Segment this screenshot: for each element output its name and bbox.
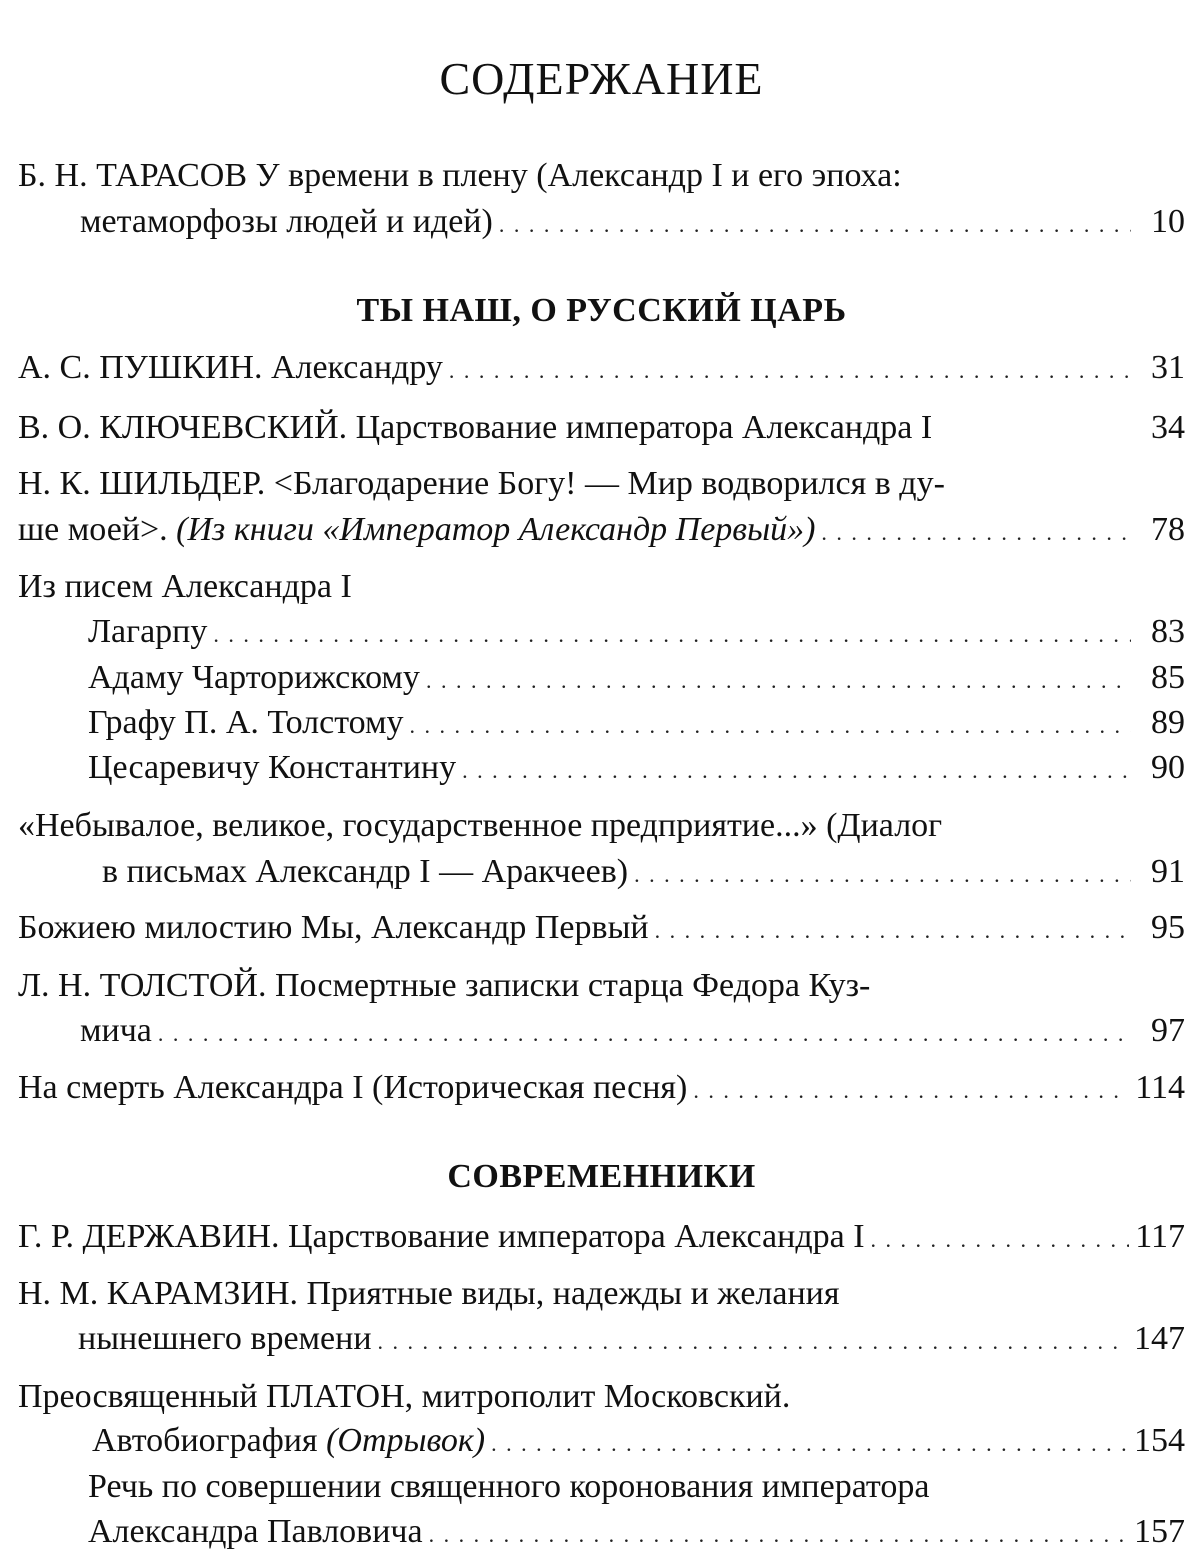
entry-text: В. О. КЛЮЧЕВСКИЙ. Царствование императора Александра I <box>18 409 933 446</box>
page-number: 97 <box>1151 1012 1185 1049</box>
toc-entry-dialog[interactable] <box>102 852 1185 895</box>
page-number: 34 <box>1151 409 1185 446</box>
section-heading: ТЫ НАШ, О РУССКИЙ ЦАРЬ <box>356 292 847 329</box>
section-heading: СОВРЕМЕННИКИ <box>447 1158 756 1195</box>
toc-entry-schilder-line1 <box>18 464 1185 504</box>
leader-dots <box>378 1322 1128 1362</box>
entry-text: «Небывалое, великое, государственное предприятие...» (Диалог <box>18 807 943 844</box>
toc-entry-letter-1[interactable] <box>88 612 1185 655</box>
leader-dots <box>462 751 1131 791</box>
entry-text: Графу П. А. Толстому <box>88 704 404 741</box>
leader-dots <box>693 1071 1129 1111</box>
leader-dots <box>426 661 1131 701</box>
toc-entry-platon-autobiography[interactable] <box>92 1421 1185 1464</box>
toc-entry-karamzin[interactable] <box>78 1319 1185 1362</box>
leader-dots <box>499 205 1131 245</box>
toc-entry-tolstoy-line1 <box>18 966 1185 1006</box>
entry-text-italic: (Из книги «Император Александр Первый») <box>176 511 816 548</box>
page-number: 114 <box>1135 1069 1185 1106</box>
entry-text: Г. Р. ДЕРЖАВИН. Царствование императора Александра I <box>18 1218 865 1255</box>
toc-entry-platon-speech-line1 <box>88 1467 1185 1507</box>
leader-dots <box>429 1515 1128 1555</box>
entry-text: нынешнего времени <box>78 1320 372 1357</box>
entry-text: Из писем Александра I <box>18 568 352 605</box>
leader-dots <box>158 1014 1131 1054</box>
page-title: СОДЕРЖАНИЕ <box>439 53 764 104</box>
toc-entry-klyuchevsky[interactable] <box>18 408 1185 448</box>
page-number: 95 <box>1151 909 1185 946</box>
toc-entry-karamzin-line1 <box>18 1274 1185 1314</box>
toc-entry-pushkin[interactable] <box>18 348 1185 391</box>
entry-text: Б. Н. ТАРАСОВ У времени в плену (Александр I и его эпоха: <box>18 157 902 194</box>
leader-dots <box>871 1220 1130 1260</box>
entry-text: Александра Павловича <box>88 1513 423 1550</box>
leader-dots <box>821 513 1131 553</box>
entry-text-plain: ше моей>. <box>18 511 168 548</box>
entry-text: в письмах Александр I — Аракчеев) <box>102 853 629 890</box>
page-number: 85 <box>1151 659 1185 696</box>
entry-text: Адаму Чарторижскому <box>88 659 420 696</box>
toc-entry-letter-3[interactable] <box>88 703 1185 746</box>
toc-entry-tarasov-line1 <box>18 156 1185 196</box>
toc-entry-letter-2[interactable] <box>88 658 1185 701</box>
entry-text <box>92 1421 485 1461</box>
entry-text: Божиею милостию Мы, Александр Первый <box>18 909 649 946</box>
entry-text: Лагарпу <box>88 613 208 650</box>
toc-entry-song[interactable] <box>18 1068 1185 1111</box>
entry-text <box>18 510 815 550</box>
page-number: 78 <box>1151 511 1185 548</box>
entry-text-plain: Автобиография <box>92 1422 318 1459</box>
letters-heading <box>18 567 1185 607</box>
entry-text: Л. Н. ТОЛСТОЙ. Посмертные записки старца Федора Куз- <box>18 967 871 1004</box>
toc-entry-tarasov[interactable] <box>80 202 1185 245</box>
entry-text: На смерть Александра I (Историческая песня) <box>18 1069 688 1106</box>
page-number: 91 <box>1151 853 1185 890</box>
toc-entry-dialog-line1 <box>18 806 1185 846</box>
toc-entry-manifest[interactable] <box>18 908 1185 951</box>
page-number: 83 <box>1151 613 1185 650</box>
leader-dots <box>655 911 1131 951</box>
page-number: 10 <box>1151 203 1185 240</box>
entry-text: Речь по совершении священного коронования императора <box>88 1468 930 1505</box>
leader-dots <box>410 706 1132 746</box>
entry-text: метаморфозы людей и идей) <box>80 203 493 240</box>
page-number: 157 <box>1134 1513 1185 1550</box>
entry-text: Н. К. ШИЛЬДЕР. <Благодарение Богу! — Мир водворился в ду- <box>18 465 945 502</box>
platon-heading <box>18 1377 1185 1417</box>
page-number: 117 <box>1135 1218 1185 1255</box>
entry-text-italic: (Отрывок) <box>326 1422 486 1459</box>
toc-entry-tolstoy[interactable] <box>80 1011 1185 1054</box>
page-number: 31 <box>1151 349 1185 386</box>
toc-entry-platon-speech[interactable] <box>88 1512 1185 1555</box>
page-number: 154 <box>1134 1422 1185 1459</box>
leader-dots <box>213 615 1131 655</box>
entry-text: мича <box>80 1012 152 1049</box>
entry-text: Цесаревичу Константину <box>88 749 457 786</box>
entry-text: Н. М. КАРАМЗИН. Приятные виды, надежды и желания <box>18 1275 840 1312</box>
entry-text: Преосвященный ПЛАТОН, митрополит Московский. <box>18 1378 791 1415</box>
toc-entry-schilder[interactable] <box>18 510 1185 553</box>
entry-text: А. С. ПУШКИН. Александру <box>18 349 443 386</box>
toc-entry-letter-4[interactable] <box>88 748 1185 791</box>
leader-dots <box>634 855 1131 895</box>
leader-dots <box>449 351 1131 391</box>
leader-dots <box>491 1424 1128 1464</box>
page-number: 90 <box>1151 749 1185 786</box>
page-number: 147 <box>1134 1320 1185 1357</box>
toc-entry-derzhavin[interactable] <box>18 1217 1185 1260</box>
page-number: 89 <box>1151 704 1185 741</box>
